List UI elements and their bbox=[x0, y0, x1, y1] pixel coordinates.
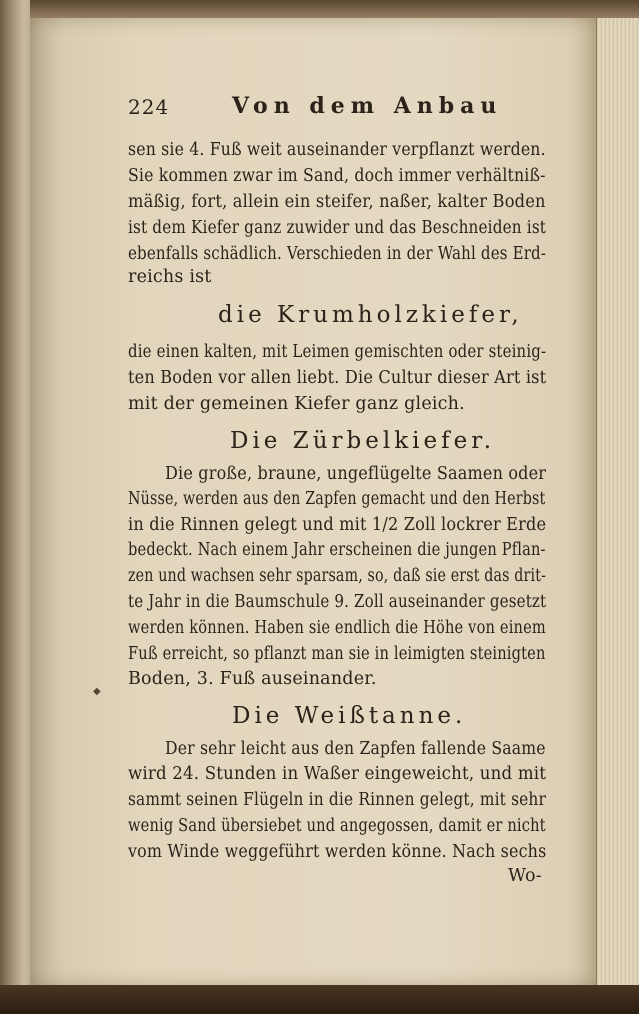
section-heading: Die Zürbelkiefer. bbox=[230, 428, 496, 454]
text-line: Boden, 3. Fuß auseinander. bbox=[128, 669, 377, 689]
text-line: zen und wachsen sehr sparsam, so, daß sie erst das drit- bbox=[128, 566, 547, 586]
text-line: Sie kommen zwar im Sand, doch immer verhältniß- bbox=[128, 166, 546, 186]
text-line: Nüsse, werden aus den Zapfen gemacht und den Herbst bbox=[128, 489, 546, 509]
text-line: mit der gemeinen Kiefer ganz gleich. bbox=[128, 394, 465, 414]
text-line: Der sehr leicht aus den Zapfen fallende Saame bbox=[165, 739, 546, 759]
text-line: Fuß erreicht, so pflanzt man sie in leimigten steinigten bbox=[128, 644, 546, 664]
text-line: Die große, braune, ungeflügelte Saamen oder bbox=[165, 464, 547, 484]
catchword: Wo- bbox=[508, 866, 542, 886]
text-line: sammt seinen Flügeln in die Rinnen gelegt, mit sehr bbox=[128, 790, 546, 810]
book-spine bbox=[0, 0, 34, 990]
section-heading: Die Weißtanne. bbox=[232, 703, 467, 729]
text-line: sen sie 4. Fuß weit auseinander verpflanzt werden. bbox=[128, 140, 546, 160]
text-line: wenig Sand übersiebet und angegossen, damit er nicht bbox=[128, 816, 546, 836]
text-line: ist dem Kiefer ganz zuwider und das Beschneiden ist bbox=[128, 218, 547, 238]
page-header bbox=[128, 95, 548, 127]
text-line: die einen kalten, mit Leimen gemischten oder steinig- bbox=[128, 342, 547, 362]
text-line: mäßig, fort, allein ein steifer, naßer, kalter Boden bbox=[128, 192, 546, 212]
text-line: bedeckt. Nach einem Jahr erscheinen die jungen Pflan- bbox=[128, 540, 546, 560]
text-line: vom Winde weggeführt werden könne. Nach sechs bbox=[128, 842, 547, 862]
margin-mark: ◆ bbox=[93, 686, 101, 697]
text-line: ten Boden vor allen liebt. Die Cultur dieser Art ist bbox=[128, 368, 547, 388]
text-line: te Jahr in die Baumschule 9. Zoll auseinander gesetzt bbox=[128, 592, 547, 612]
section-heading: die Krumholzkiefer, bbox=[218, 302, 523, 328]
text-line: werden können. Haben sie endlich die Höhe von einem bbox=[128, 618, 546, 638]
text-line: in die Rinnen gelegt und mit 1/2 Zoll lockrer Erde bbox=[128, 515, 547, 535]
text-line: reichs ist bbox=[128, 267, 212, 287]
text-line: wird 24. Stunden in Waßer eingeweicht, und mit bbox=[128, 764, 547, 784]
page-number: 224 bbox=[128, 95, 170, 119]
book-cover-board bbox=[0, 985, 639, 1014]
page-fore-edge bbox=[596, 18, 639, 986]
running-head: Von dem Anbau bbox=[232, 93, 503, 119]
text-line: ebenfalls schädlich. Verschieden in der Wahl des Erd- bbox=[128, 244, 547, 264]
